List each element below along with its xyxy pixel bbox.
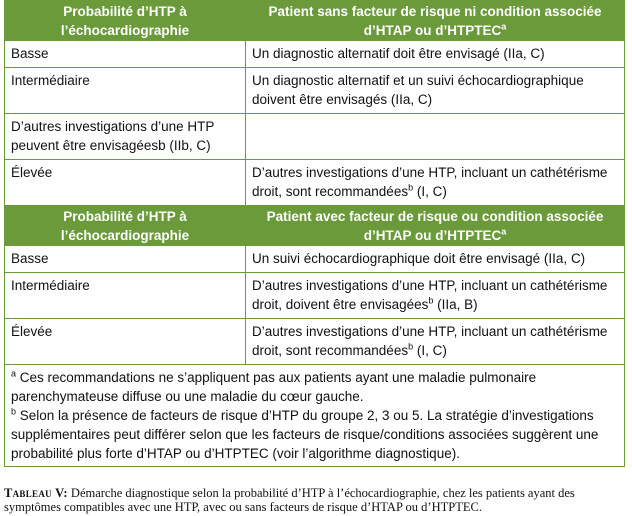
row-recommendation: D’autres investigations d’une HTP, incluant un cathétérisme droit, sont recommandées$^b$ (I, C) — [246, 160, 625, 206]
table-row — [5, 41, 625, 68]
table-row — [5, 114, 625, 160]
row-probability-label: Élevée — [5, 160, 246, 206]
table-row — [5, 273, 625, 319]
row-probability-label: Basse — [5, 41, 246, 68]
header-probability: Probabilité d’HTP à l’échocardiographie — [5, 206, 246, 246]
row-probability-label: Élevée — [5, 319, 246, 365]
table-row — [5, 319, 625, 365]
row-probability-label: Intermédiaire — [5, 68, 246, 114]
header-probability: Probabilité d’HTP à l’échocardiographie — [5, 1, 246, 41]
recommendations-table — [4, 0, 625, 467]
header-patient-without-risk: Patient sans facteur de risque ni condition associée d’HTAP ou d’HTPTEC$^a$ — [246, 1, 625, 41]
footnote-a: $^a$ Ces recommandations ne s’appliquent pas aux patients ayant une maladie pulmonaire parenchymateuse diffuse ou une maladie du cœur gauche. — [11, 368, 537, 404]
row-recommendation: Un diagnostic alternatif et un suivi échocardiographique doivent être envisagés (IIa, C) — [246, 68, 625, 114]
table-row — [5, 68, 625, 114]
row-recommendation: D’autres investigations d’une HTP, incluant un cathétérisme droit, sont recommandées$^b$ (I, C) — [246, 319, 625, 365]
caption-text: Démarche diagnostique selon la probabilité d’HTP à l’échocardiographie, chez les patients ayant des symptômes compatibles avec une HTP, avec ou sans facteurs de risque d’HTAP ou d’HTPTEC. — [4, 486, 575, 514]
table-row — [5, 246, 625, 273]
header-patient-with-risk: Patient avec facteur de risque ou condition associée d’HTAP ou d’HTPTEC$^a$ — [246, 206, 625, 246]
row-recommendation — [246, 114, 625, 160]
caption-label: Tableau V: — [4, 486, 68, 500]
table-row — [5, 160, 625, 206]
row-recommendation: D’autres investigations d’une HTP, incluant un cathétérisme droit, doivent être envisagées$^b$ (IIa, B) — [246, 273, 625, 319]
table-header-row — [5, 1, 625, 41]
row-probability-label: Intermédiaire — [5, 273, 246, 319]
row-probability-label: Basse — [5, 246, 246, 273]
footnotes — [5, 365, 625, 467]
row-probability-label: D’autres investigations d’une HTP peuvent être envisagéesb (IIb, C) — [5, 114, 246, 160]
table-header-row — [5, 206, 625, 246]
footnote-b: $^b$ Selon la présence de facteurs de risque d’HTP du groupe 2, 3 ou 5. La stratégie d’investigations supplémentaires peut différer selon que les facteurs de risque/conditions associées suggèrent une probabilité plus forte d’HTAP ou d’HTPTEC (voir l’algorithme diagnostique). — [11, 406, 599, 461]
footnotes-row — [5, 365, 625, 467]
row-recommendation: Un diagnostic alternatif doit être envisagé (IIa, C) — [246, 41, 625, 68]
table-caption — [4, 486, 628, 514]
row-recommendation: Un suivi échocardiographique doit être envisagé (IIa, C) — [246, 246, 625, 273]
